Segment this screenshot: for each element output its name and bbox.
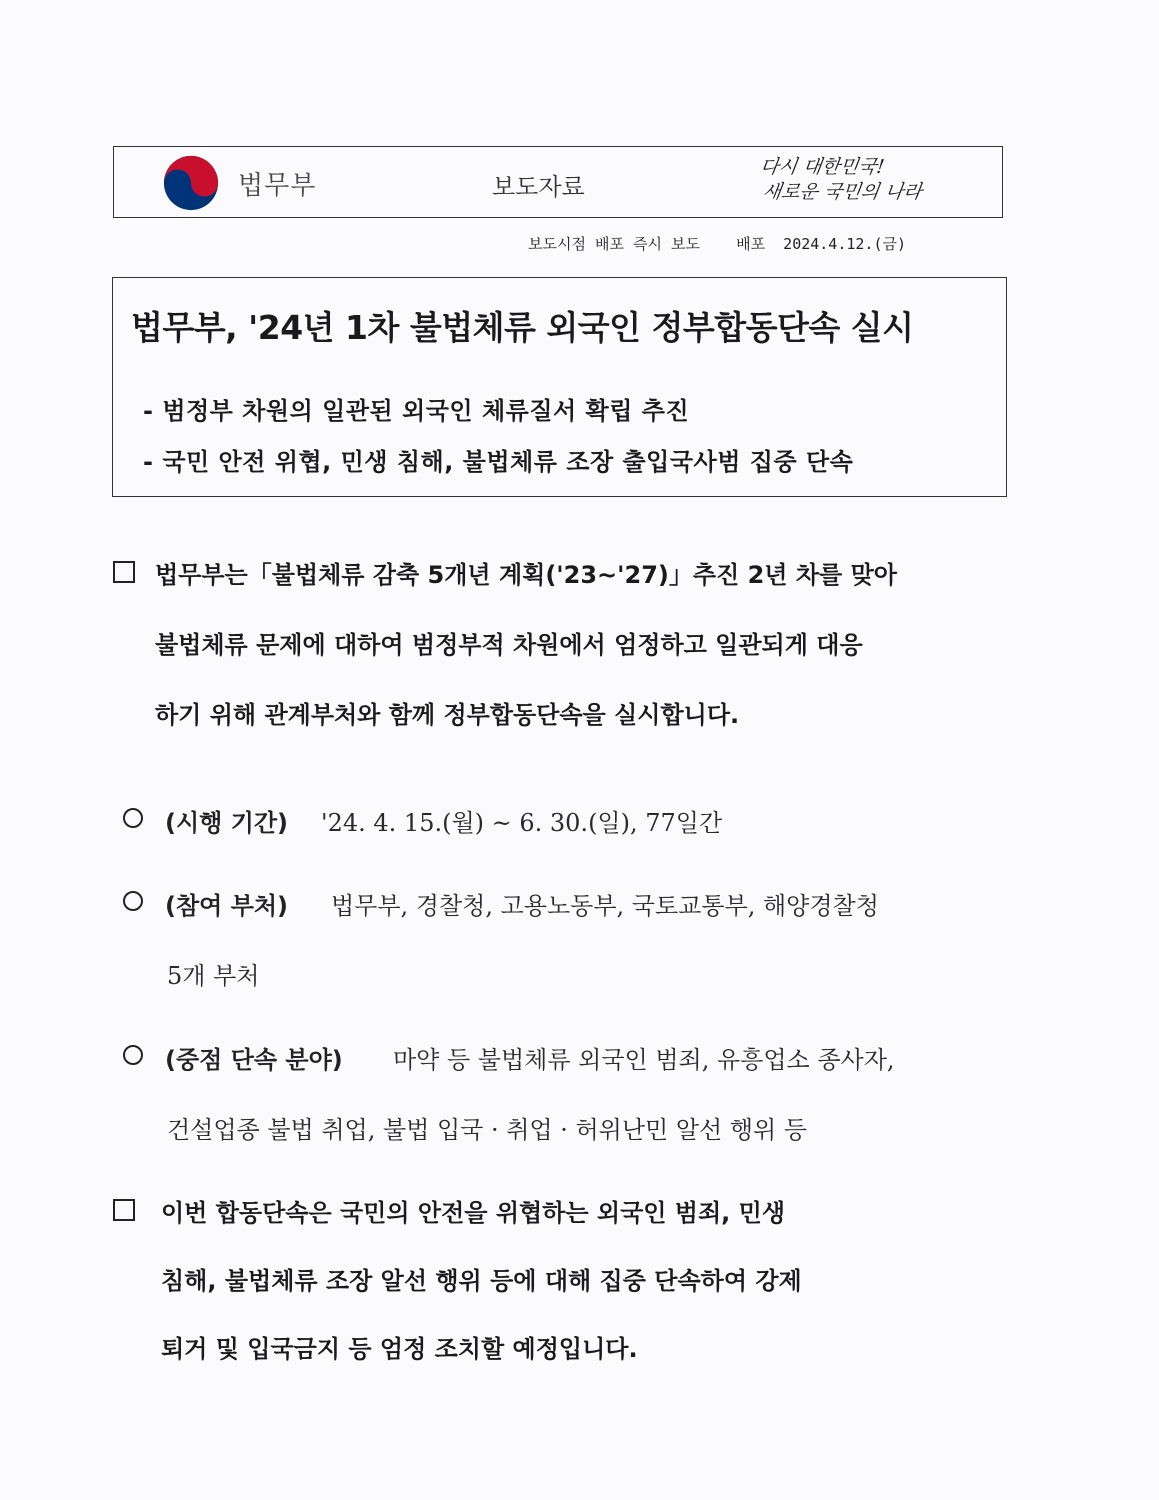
circle-bullet-icon xyxy=(123,808,143,828)
circle-bullet-icon xyxy=(123,1045,143,1065)
taegeuk-logo-icon xyxy=(162,154,220,212)
item-label: (중점 단속 분야) xyxy=(165,1046,343,1074)
release-info: 보도시점 배포 즉시 보도 배포 2024.4.12.(금) xyxy=(528,235,907,253)
org-name: 법무부 xyxy=(238,171,317,201)
item-text: 마약 등 불법체류 외국인 범죄, 유흥업소 종사자, xyxy=(393,1046,895,1074)
item-text: '24. 4. 15.(월) ~ 6. 30.(일), 77일간 xyxy=(321,809,723,837)
headline: 법무부, '24년 1차 불법체류 외국인 정부합동단속 실시 xyxy=(131,308,914,347)
square-bullet-icon xyxy=(113,1199,135,1221)
circle-bullet-icon xyxy=(123,891,143,911)
section-2-line: 이번 합동단속은 국민의 안전을 위협하는 외국인 범죄, 민생 xyxy=(161,1199,786,1227)
section-2-line: 침해, 불법체류 조장 알선 행위 등에 대해 집중 단속하여 강제 xyxy=(161,1267,802,1295)
item-continuation: 건설업종 불법 취업, 불법 입국 · 취업 · 허위난민 알선 행위 등 xyxy=(167,1116,808,1144)
title-box xyxy=(112,277,1007,497)
section-2-line: 퇴거 및 입국금지 등 엄정 조치할 예정입니다. xyxy=(161,1335,638,1363)
header-box xyxy=(113,146,1003,218)
section-1-line: 하기 위해 관계부처와 함께 정부합동단속을 실시합니다. xyxy=(155,701,740,729)
square-bullet-icon xyxy=(113,561,135,583)
subheadline-1: - 범정부 차원의 일관된 외국인 체류질서 확립 추진 xyxy=(143,397,690,425)
item-text: 법무부, 경찰청, 고용노동부, 국토교통부, 해양경찰청 xyxy=(331,892,879,920)
section-1-line: 법무부는「불법체류 감축 5개년 계획('23~'27)」추진 2년 차를 맞아 xyxy=(155,561,897,589)
slogan-line2: 새로운 국민의 나라 xyxy=(761,181,924,203)
slogan-line1: 다시 대한민국! xyxy=(758,156,886,178)
slogan-signature xyxy=(754,155,972,213)
section-1-line: 불법체류 문제에 대하여 범정부적 차원에서 엄정하고 일관되게 대응 xyxy=(155,631,863,659)
item-continuation: 5개 부처 xyxy=(167,962,260,990)
doc-type: 보도자료 xyxy=(492,173,585,201)
subheadline-2: - 국민 안전 위협, 민생 침해, 불법체류 조장 출입국사범 집중 단속 xyxy=(143,448,854,476)
item-label: (시행 기간) xyxy=(165,809,289,837)
item-label: (참여 부처) xyxy=(165,892,289,920)
